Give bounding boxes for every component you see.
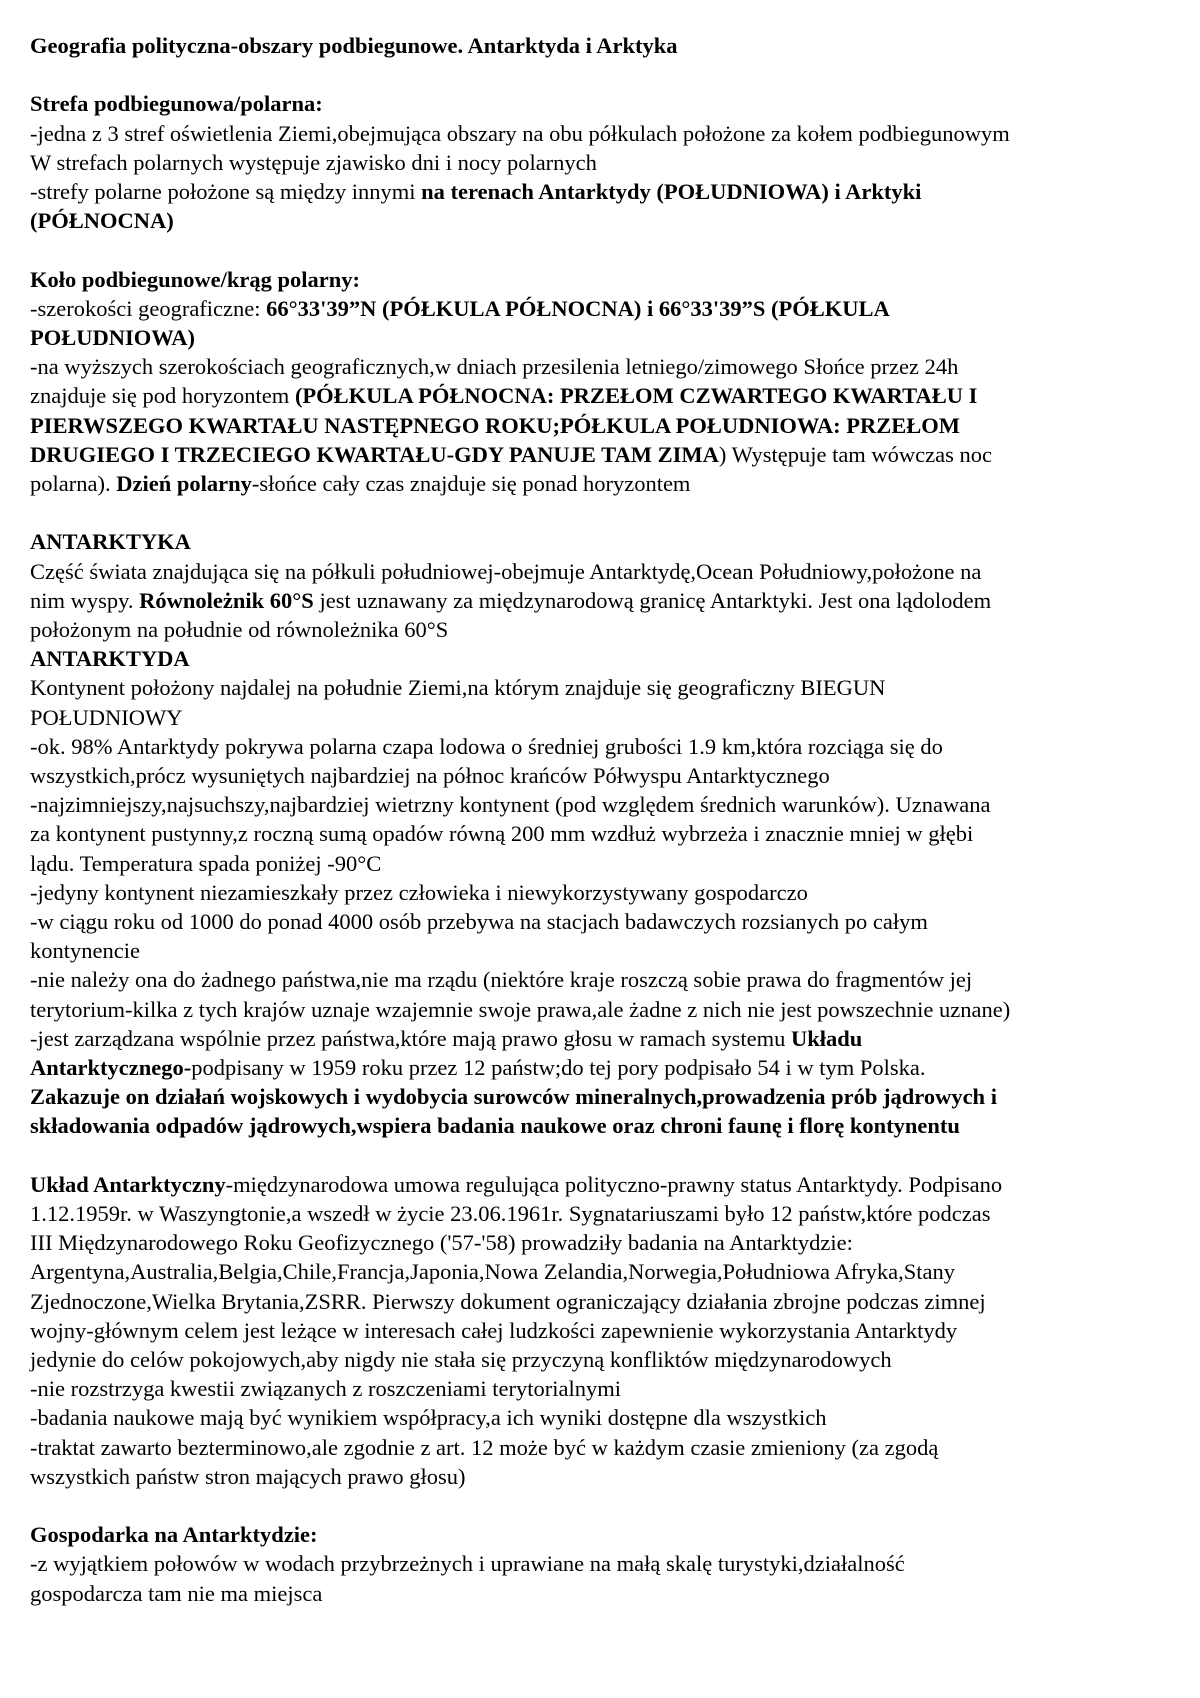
text: -nie rozstrzyga kwestii związanych z roszczeniami terytorialnymi (30, 1376, 621, 1402)
bold-text: Antarktycznego- (30, 1055, 192, 1081)
text: 1.12.1959r. w Waszyngtonie,a wszedł w życie 23.06.1961r. Sygnatariuszami było 12 państw,które podczas (30, 1201, 991, 1227)
text: -z wyjątkiem połowów w wodach przybrzeżnych i uprawiane na małą skalę turystyki,działalność (30, 1551, 905, 1577)
section (30, 498, 1190, 644)
text: -traktat zawarto bezterminowo,ale zgodnie z art. 12 może być w każdym czasie zmieniony (za zgodą (30, 1434, 939, 1460)
text-line (30, 1082, 1190, 1111)
text: Zjednoczone,Wielka Brytania,ZSRR. Pierwszy dokument ograniczający działania zbrojne podczas zimnej (30, 1288, 986, 1314)
bold-text: (PÓŁNOCNA) (30, 208, 174, 234)
text: polarna). (30, 471, 117, 497)
section (30, 644, 1190, 1140)
text: wojny-głównym celem jest leżące w interesach całej ludzkości zapewnienie wykorzystania Antarktydy (30, 1317, 958, 1343)
text-line (30, 1374, 1190, 1403)
text: za kontynent pustynny,z roczną sumą opadów równą 200 mm wzdłuż wybrzeża i znacznie mniej w głębi (30, 821, 974, 847)
text: Argentyna,Australia,Belgia,Chile,Francja,Japonia,Nowa Zelandia,Norwegia,Południowa Afryka,Stany (30, 1259, 955, 1285)
text-line (30, 1462, 1190, 1491)
bold-text: Zakazuje on działań wojskowych i wydobycia surowców mineralnych,prowadzenia prób jądrowych i (30, 1084, 997, 1110)
text: jest uznawany za międzynarodową granicę Antarktyki. Jest ona lądolodem (313, 587, 992, 613)
section-heading: ANTARKTYKA (30, 529, 191, 555)
text: POŁUDNIOWY (30, 704, 183, 730)
text-line (30, 411, 1190, 440)
text: -szerokości geograficzne: (30, 295, 267, 321)
text-line (30, 586, 1190, 615)
text-line (30, 1579, 1190, 1608)
text: terytorium-kilka z tych krajów uznaje wzajemnie swoje prawa,ale żadne z nich nie jest powszechnie uznane) (30, 996, 1011, 1022)
text-line (30, 1024, 1190, 1053)
text-line (30, 1111, 1190, 1140)
text: -badania naukowe mają być wynikiem współpracy,a ich wyniki dostępne dla wszystkich (30, 1405, 827, 1431)
text: ) Występuje tam wówczas noc (718, 441, 993, 467)
text-line (30, 352, 1190, 381)
document-title: Geografia polityczna-obszary podbiegunowe. Antarktyda i Arktyka (30, 33, 678, 58)
text-line (30, 1433, 1190, 1462)
document-page (30, 31, 1190, 1608)
section (30, 235, 1190, 498)
text-line (30, 1170, 1190, 1199)
bold-text: PIERWSZEGO KWARTAŁU NASTĘPNEGO ROKU;PÓŁKULA POŁUDNIOWA: PRZEŁOM (30, 412, 960, 438)
text-line (30, 936, 1190, 965)
text-line (30, 469, 1190, 498)
text-line (30, 1257, 1190, 1286)
text-line (30, 673, 1190, 702)
text-line (30, 177, 1190, 206)
text-line (30, 1053, 1190, 1082)
bold-text: 66°33'39”N (PÓŁKULA PÓŁNOCNA) i 66°33'39”S (PÓŁKULA (266, 295, 890, 321)
text-line (30, 206, 1190, 235)
text-line (30, 849, 1190, 878)
bold-text: DRUGIEGO I TRZECIEGO KWARTAŁU-GDY PANUJE TAM ZIMA (30, 441, 719, 467)
section (30, 60, 1190, 235)
text: -na wyższych szerokościach geograficznych,w dniach przesilenia letniego/zimowego Słońce przez 24h (30, 354, 959, 380)
text: -ok. 98% Antarktydy pokrywa polarna czapa lodowa o średniej grubości 1.9 km,która rozciąga się do (30, 733, 943, 759)
text-line (30, 1549, 1190, 1578)
text-line (30, 1287, 1190, 1316)
text: znajduje się pod horyzontem (30, 383, 295, 409)
text: nim wyspy. (30, 587, 140, 613)
text-line (30, 294, 1190, 323)
section (30, 1141, 1190, 1491)
text-line (30, 440, 1190, 469)
text-line (30, 148, 1190, 177)
text-line (30, 1403, 1190, 1432)
text-line (30, 1345, 1190, 1374)
text: -słońce cały czas znajduje się ponad horyzontem (251, 471, 691, 497)
text-line (30, 703, 1190, 732)
document-body (30, 60, 1190, 1608)
text: -jest zarządzana wspólnie przez państwa,które mają prawo głosu w ramach systemu (30, 1025, 791, 1051)
text: jedynie do celów pokojowych,aby nigdy nie stała się przyczyną konfliktów międzynarodowych (30, 1347, 892, 1373)
bold-text: Dzień polarny (116, 471, 252, 497)
text: wszystkich państw stron mających prawo głosu) (30, 1463, 466, 1489)
text-line (30, 907, 1190, 936)
bold-text: składowania odpadów jądrowych,wspiera badania naukowe oraz chroni faunę i florę kontynentu (30, 1113, 960, 1139)
text-line (30, 1199, 1190, 1228)
text: położonym na południe od równoleżnika 60°S (30, 617, 449, 643)
text: -jedna z 3 stref oświetlenia Ziemi,obejmująca obszary na obu półkulach położone za kołem podbiegunowym (30, 120, 1010, 146)
blank-line (30, 498, 1190, 527)
bold-text: Układu (790, 1025, 863, 1051)
blank-line (30, 1491, 1190, 1520)
bold-text: na terenach Antarktydy (POŁUDNIOWA) i Arktyki (421, 179, 922, 204)
text: lądu. Temperatura spada poniżej -90°C (30, 850, 382, 876)
text-line (30, 557, 1190, 586)
text-line (30, 381, 1190, 410)
text-line (30, 965, 1190, 994)
bold-text: Równoleżnik 60°S (139, 587, 314, 613)
text: -strefy polarne położone są między innymi (30, 179, 422, 204)
text: kontynencie (30, 938, 140, 964)
blank-line (30, 60, 1190, 89)
text: wszystkich,prócz wysuniętych najbardziej na północ krańców Półwyspu Antarktycznego (30, 763, 830, 789)
section-heading: ANTARKTYDA (30, 646, 190, 672)
text-line (30, 732, 1190, 761)
bold-text: POŁUDNIOWA) (30, 325, 196, 350)
section-heading: Gospodarka na Antarktydzie: (30, 1522, 318, 1548)
bold-text: Układ Antarktyczny (30, 1171, 226, 1197)
text-line (30, 615, 1190, 644)
section-heading: Koło podbiegunowe/krąg polarny: (30, 266, 361, 292)
text-line (30, 1228, 1190, 1257)
text: gospodarcza tam nie ma miejsca (30, 1580, 323, 1606)
text: podpisany w 1959 roku przez 12 państw;do tej pory podpisało 54 i w tym Polska. (191, 1055, 926, 1081)
text-line (30, 1316, 1190, 1345)
text-line (30, 323, 1190, 352)
text: -międzynarodowa umowa regulująca polityczno-prawny status Antarktydy. Podpisano (225, 1171, 1003, 1197)
section-heading: Strefa podbiegunowa/polarna: (30, 91, 323, 117)
bold-text: (PÓŁKULA PÓŁNOCNA: PRZEŁOM CZWARTEGO KWARTAŁU I (294, 383, 978, 409)
text: Kontynent położony najdalej na południe Ziemi,na którym znajduje się geograficzny BIEGUN (30, 675, 886, 701)
text-line (30, 119, 1190, 148)
text-line (30, 790, 1190, 819)
section (30, 1491, 1190, 1608)
text: W strefach polarnych występuje zjawisko dni i nocy polarnych (30, 149, 597, 175)
blank-line (30, 235, 1190, 264)
text: III Międzynarodowego Roku Geofizycznego ('57-'58) prowadziły badania na Antarktydzie: (30, 1230, 853, 1256)
blank-line (30, 1141, 1190, 1170)
text-line (30, 878, 1190, 907)
text: -najzimniejszy,najsuchszy,najbardziej wietrzny kontynent (pod względem średnich warunków). Uznawana (30, 792, 991, 818)
text-line (30, 995, 1190, 1024)
text: -w ciągu roku od 1000 do ponad 4000 osób przebywa na stacjach badawczych rozsianych po całym (30, 909, 928, 935)
text: -nie należy ona do żadnego państwa,nie ma rządu (niektóre kraje roszczą sobie prawa do fragmentów jej (30, 967, 973, 993)
text: -jedyny kontynent niezamieszkały przez człowieka i niewykorzystywany gospodarczo (30, 879, 808, 905)
text: Część świata znajdująca się na półkuli południowej-obejmuje Antarktydę,Ocean Południowy,położone na (30, 558, 982, 584)
text-line (30, 761, 1190, 790)
text-line (30, 819, 1190, 848)
